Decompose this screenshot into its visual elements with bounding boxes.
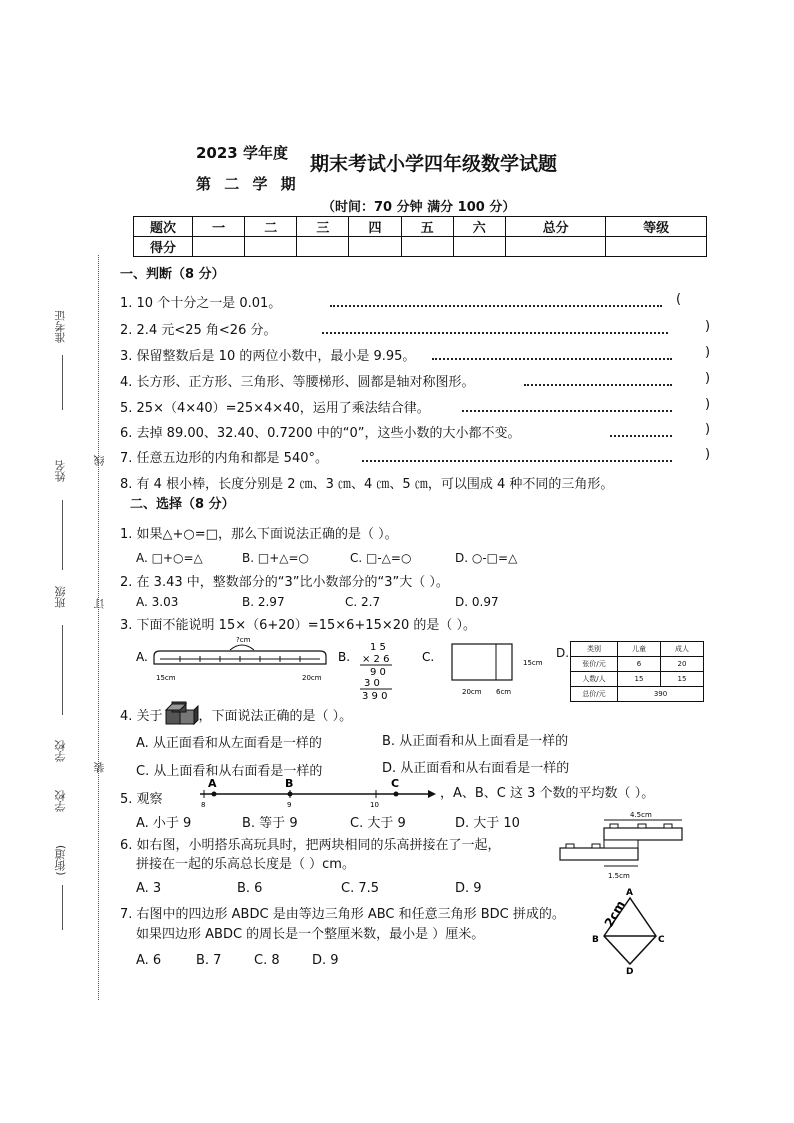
q3c-width1: 20cm (462, 688, 482, 696)
tick-label: 8 (201, 801, 206, 809)
q2-option-b[interactable]: B. 2.97 (242, 595, 285, 609)
name-line[interactable] (62, 500, 63, 570)
lego-top-dim: 4.5cm (630, 811, 652, 819)
q6-option-b[interactable]: B. 6 (237, 881, 263, 896)
choice-q6-line1: 6. 如右图，小明搭乐高玩具时，把两块相同的乐高拼接在了一起， (120, 838, 501, 853)
page-title: 期末考试小学四年级数学试题 (310, 153, 558, 175)
street-line[interactable] (62, 885, 63, 930)
choice-q4: 4. 关于 ，下面说法正确的是（ ）。 (120, 709, 353, 724)
dotted-leader (432, 342, 672, 360)
q6-option-c[interactable]: C. 7.5 (341, 881, 380, 896)
binding-mark: 装 (93, 762, 106, 773)
exam-number-label: 准考证 (54, 310, 67, 343)
score-input-cell[interactable] (453, 237, 505, 257)
judge-item-2: 2. 2.4 元<25 角<26 分。 (120, 323, 277, 338)
choice-q3: 3. 下面不能说明 15×（6+20）=15×6+15×20 的是（ ）。 (120, 618, 477, 633)
q4-option-b[interactable]: B. 从正面看和从上面看是一样的 (382, 734, 569, 749)
class-line[interactable] (62, 625, 63, 715)
q5-option-a[interactable]: A. 小于 9 (136, 816, 192, 831)
q3d-cell: 成人 (661, 642, 704, 657)
q5-option-c[interactable]: C. 大于 9 (350, 816, 406, 831)
q3d-cell: 390 (618, 687, 704, 702)
q7-option-d[interactable]: D. 9 (312, 953, 339, 968)
point-c-label: C (391, 777, 400, 790)
q2-option-c[interactable]: C. 2.7 (345, 595, 381, 609)
q6-option-d[interactable]: D. 9 (455, 881, 482, 896)
dotted-leader (322, 316, 668, 334)
score-table-header-row (134, 217, 707, 237)
binding-mark: 订 (93, 598, 106, 609)
q3d-cell: 总价/元 (571, 687, 618, 702)
q3a-top-dim: ?cm (236, 636, 251, 644)
score-cell: 二 (245, 217, 297, 237)
q5-number-line (196, 776, 436, 810)
semester: 第 二 学 期 (196, 175, 300, 193)
choice-q6-line2: 拼接在一起的乐高总长度是（ ）cm。 (136, 857, 355, 872)
score-cell: 五 (401, 217, 453, 237)
side-length: 2cm (601, 898, 628, 930)
q3a-brace (230, 645, 254, 650)
choice-q1: 1. 如果△+○=□，那么下面说法正确的是（ ）。 (120, 527, 398, 542)
school-label: 学校 (54, 740, 67, 762)
score-cell: 六 (453, 217, 505, 237)
q3-figures (130, 634, 550, 702)
vertex-a: A (626, 888, 633, 898)
vertex-d: D (626, 967, 634, 976)
score-cell: 一 (193, 217, 245, 237)
score-input-cell[interactable] (245, 237, 297, 257)
number-line-arrow (428, 790, 436, 798)
point-c (394, 792, 399, 797)
school-label-2: 学校 (54, 790, 67, 812)
q7-option-b[interactable]: B. 7 (196, 953, 222, 968)
score-cell: 四 (349, 217, 401, 237)
q1-option-c[interactable]: C. □-△=○ (350, 551, 412, 565)
judge-item-1: 1. 10 个十分之一是 0.01。 (120, 296, 282, 311)
choice-q2: 2. 在 3.43 中，整数部分的“3”比小数部分的“3”大（ ）。 (120, 575, 449, 590)
q2-option-a[interactable]: A. 3.03 (136, 595, 179, 609)
q1-option-a[interactable]: A. □+○=△ (136, 551, 203, 565)
binding-line (98, 255, 99, 1000)
tick-label: 9 (287, 801, 292, 809)
score-input-cell[interactable] (193, 237, 245, 257)
score-cell: 题次 (134, 217, 193, 237)
score-input-cell[interactable] (297, 237, 349, 257)
q3d-cell: 类别 (571, 642, 618, 657)
q5-option-b[interactable]: B. 等于 9 (242, 816, 298, 831)
street-label: (街道) (54, 845, 67, 876)
dotted-leader (610, 419, 672, 437)
dotted-leader (462, 394, 672, 412)
cube-stack-icon (164, 698, 200, 728)
section2-heading: 二、选择（8 分） (130, 497, 235, 512)
q3b-row: 3 0 (364, 678, 380, 689)
judge-item-7: 7. 任意五边形的内角和都是 540°。 (120, 451, 328, 466)
school-year: 2023 学年度 (196, 144, 288, 162)
judge-item-8: 8. 有 4 根小棒，长度分别是 2 ㎝、3 ㎝、4 ㎝、5 ㎝，可以围成 4 种不同的三角形。 (120, 477, 614, 492)
q1-option-b[interactable]: B. □+△=○ (242, 551, 310, 565)
q3d-cell: 20 (661, 657, 704, 672)
score-cell: 总分 (505, 217, 606, 237)
q7-option-a[interactable]: A. 6 (136, 953, 162, 968)
q3b-row: × 2 6 (362, 654, 390, 665)
q3-label-c[interactable]: C. (422, 650, 435, 664)
q7-option-c[interactable]: C. 8 (254, 953, 280, 968)
q3d-cell: 15 (661, 672, 704, 687)
score-input-cell[interactable] (401, 237, 453, 257)
judge-item-6: 6. 去掉 89.00、32.40、0.7200 中的“0”，这些小数的大小都不变。 (120, 426, 521, 441)
score-input-cell[interactable] (606, 237, 707, 257)
q2-option-d[interactable]: D. 0.97 (455, 595, 499, 609)
judge-item-4: 4. 长方形、正方形、三角形、等腰梯形、圆都是轴对称图形。 (120, 375, 475, 390)
q3a-left-dim: 15cm (156, 674, 176, 682)
judge-item-3: 3. 保留整数后是 10 的两位小数中，最小是 9.95。 (120, 349, 416, 364)
judge-item-5: 5. 25×（4×40）=25×4×40，运用了乘法结合律。 (120, 401, 430, 416)
dotted-leader (524, 368, 672, 386)
tick-label: 10 (370, 801, 379, 809)
q3d-table (570, 641, 704, 702)
choice-q5-post: ，A、B、C 这 3 个数的平均数（ ）。 (440, 786, 655, 801)
lego-block-top (604, 828, 682, 840)
lego-figure (556, 808, 686, 882)
q3d-cell: 6 (618, 657, 661, 672)
q3d-cell: 张价/元 (571, 657, 618, 672)
q3c-width2: 6cm (496, 688, 512, 696)
q3a-right-dim: 20cm (302, 674, 322, 682)
score-cell: 三 (297, 217, 349, 237)
lego-bottom-dim: 1.5cm (608, 872, 630, 880)
q3d-cell: 15 (618, 672, 661, 687)
answer-paren[interactable]: ) (705, 447, 711, 462)
class-label: 班级 (54, 586, 67, 608)
q3b-row: 3 9 0 (362, 691, 388, 702)
answer-paren[interactable]: ) (705, 371, 711, 386)
q4-option-c[interactable]: C. 从上面看和从右面看是一样的 (136, 764, 323, 779)
score-cell: 等级 (606, 217, 707, 237)
time-info: （时间：70 分钟 满分 100 分） (322, 200, 516, 215)
point-b (288, 792, 293, 797)
choice-q7-line2: 如果四边形 ABDC 的周长是一个整厘米数，最小是 ）厘米。 (136, 927, 485, 942)
exam-number-line[interactable] (62, 355, 63, 410)
q3c-height: 15cm (523, 659, 543, 667)
q3d-cell: 人数/人 (571, 672, 618, 687)
q3d-cell: 儿童 (618, 642, 661, 657)
q3-label-d[interactable]: D. (556, 646, 570, 660)
dotted-leader (362, 444, 672, 462)
q3b-row: 1 5 (370, 642, 386, 653)
q4-option-a[interactable]: A. 从正面看和从左面看是一样的 (136, 736, 322, 751)
choice-q7-line1: 7. 右图中的四边形 ABDC 是由等边三角形 ABC 和任意三角形 BDC 拼成的。 (120, 907, 565, 922)
q3-label-b[interactable]: B. (338, 650, 351, 664)
point-b-label: B (285, 777, 294, 790)
dotted-leader (330, 289, 662, 307)
lego-block-bottom (560, 848, 638, 860)
answer-paren[interactable]: ) (705, 319, 711, 334)
point-a (212, 792, 217, 797)
score-input-cell[interactable] (505, 237, 606, 257)
choice-q5-pre: 5. 观察 (120, 792, 163, 807)
answer-paren[interactable]: ) (705, 345, 711, 360)
point-a-label: A (208, 777, 217, 790)
q3b-row: 9 0 (370, 667, 386, 678)
q6-option-a[interactable]: A. 3 (136, 881, 162, 896)
q5-option-d[interactable]: D. 大于 10 (455, 816, 520, 831)
binding-mark: 线 (93, 455, 106, 466)
vertex-c: C (658, 935, 665, 945)
answer-paren[interactable]: ) (705, 397, 711, 412)
answer-paren[interactable]: ( (676, 292, 682, 307)
answer-paren[interactable]: ) (705, 422, 711, 437)
q3c-rect (452, 644, 512, 680)
name-label: 姓名 (54, 460, 67, 482)
q1-option-d[interactable]: D. ○-□=△ (455, 551, 518, 565)
rhombus-figure (588, 884, 672, 976)
q4-option-d[interactable]: D. 从正面看和从右面看是一样的 (382, 761, 570, 776)
q3-label-a[interactable]: A. (136, 650, 148, 664)
score-table (133, 216, 707, 257)
score-table-score-row (134, 237, 707, 257)
score-row-label: 得分 (134, 237, 193, 257)
score-input-cell[interactable] (349, 237, 401, 257)
section1-heading: 一、判断（8 分） (120, 267, 225, 282)
vertex-b: B (592, 935, 599, 945)
